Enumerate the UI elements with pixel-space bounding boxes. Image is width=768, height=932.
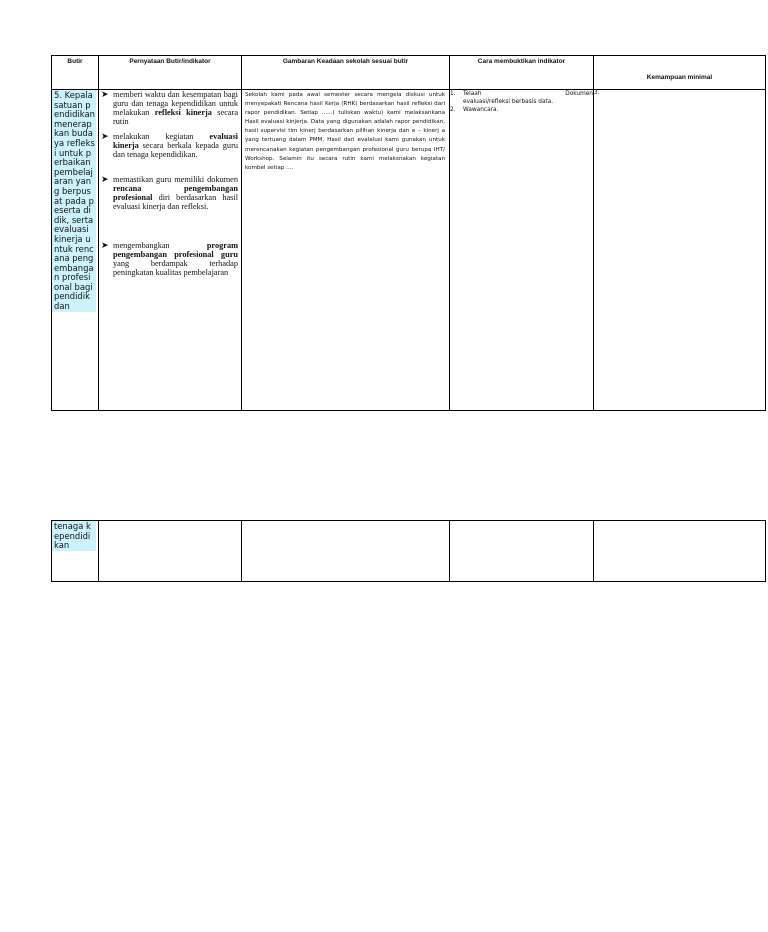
statement-item: ➤ mengembangkan program pengembangan profesional guru yang berdampak terhadap peningkatan kualitas pembelajaran — [101, 240, 238, 277]
statement-item: ➤ memastikan guru memiliki dokumen rencana pengembangan profesional diri berdasarkan hasil evaluasi kinerja dan refleksi. — [101, 174, 238, 211]
table-row — [52, 521, 766, 582]
header-cara: Cara membuktikan indikator — [450, 56, 594, 90]
arrow-bullet-icon: ➤ — [101, 89, 109, 99]
header-gambaran: Gambaran Keadaan sekolah sesuai butir — [242, 56, 450, 90]
list-item: 2. Wawancara. — [450, 107, 499, 113]
header-butir: Butir — [52, 56, 99, 90]
statement-item: ➤ memberi waktu dan kesempatan bagi guru dan tenaga kependidikan untuk melakukan refleksi kinerja secara rutin — [101, 89, 239, 126]
statement-item: ➤ melakukan kegiatan evaluasi kinerja secara berkala kepada guru dan tenaga kependidikan. — [101, 131, 238, 159]
empty-cell — [99, 521, 242, 582]
header-kemampuan: Kemampuan minimal — [594, 56, 766, 90]
header-row — [52, 56, 766, 90]
cara-cell — [450, 90, 594, 411]
butir-text-continued: tenaga kependidikan — [52, 521, 96, 551]
arrow-bullet-icon: ➤ — [101, 240, 109, 250]
description-cell — [242, 90, 450, 411]
empty-cell — [450, 521, 594, 582]
statements-cell — [99, 90, 242, 411]
continued-table — [51, 520, 766, 582]
kemampuan-cell: 3. — [594, 90, 766, 411]
description-text: Sekolah kami pada awal semester secara mengela diskusi untuk menyepakati Rencana hasil Kerja (RHK) berdasarkan hasil refleksi dari rapor pendidikan. Setiap ......( tuliskan waktu) kami melaksankana Hasil evaluasi kinjerja. Data yang digunakan adalah rapor pendidikan, hasil supervisi tim kinerj berdasarkan pilihan kinerja dan e – kinerj a yang tertuang dalam PMM. Hasil dari evalalusi kami gunakan untuk merencanakan kegiatan pengembangan profesional guru berupa IHT/ Workshop. Selamin itu secara rutin kami melaksnakan kegiatan kombel setiap .... — [245, 92, 445, 171]
arrow-bullet-icon: ➤ — [101, 174, 109, 184]
list-item: 1. Telaah Dokumen evaluasi/refleksi berbasis data. — [450, 91, 593, 105]
arrow-bullet-icon: ➤ — [101, 131, 109, 141]
butir-cell — [52, 521, 99, 582]
main-table — [51, 55, 766, 411]
butir-text: 5. Kepala satuan pendidikan menerapkan budaya refleksi untuk perbaikan pembelajaran yang berpusat pada peserta didik, serta evaluasi kinerja untuk rencana pengembangan profesional bagi pendidik dan — [54, 90, 95, 312]
empty-cell — [594, 521, 766, 582]
table-row — [52, 90, 766, 411]
butir-cell — [52, 90, 99, 411]
empty-cell — [242, 521, 450, 582]
header-pernyataan: Pernyataan Butir/indikator — [99, 56, 242, 90]
